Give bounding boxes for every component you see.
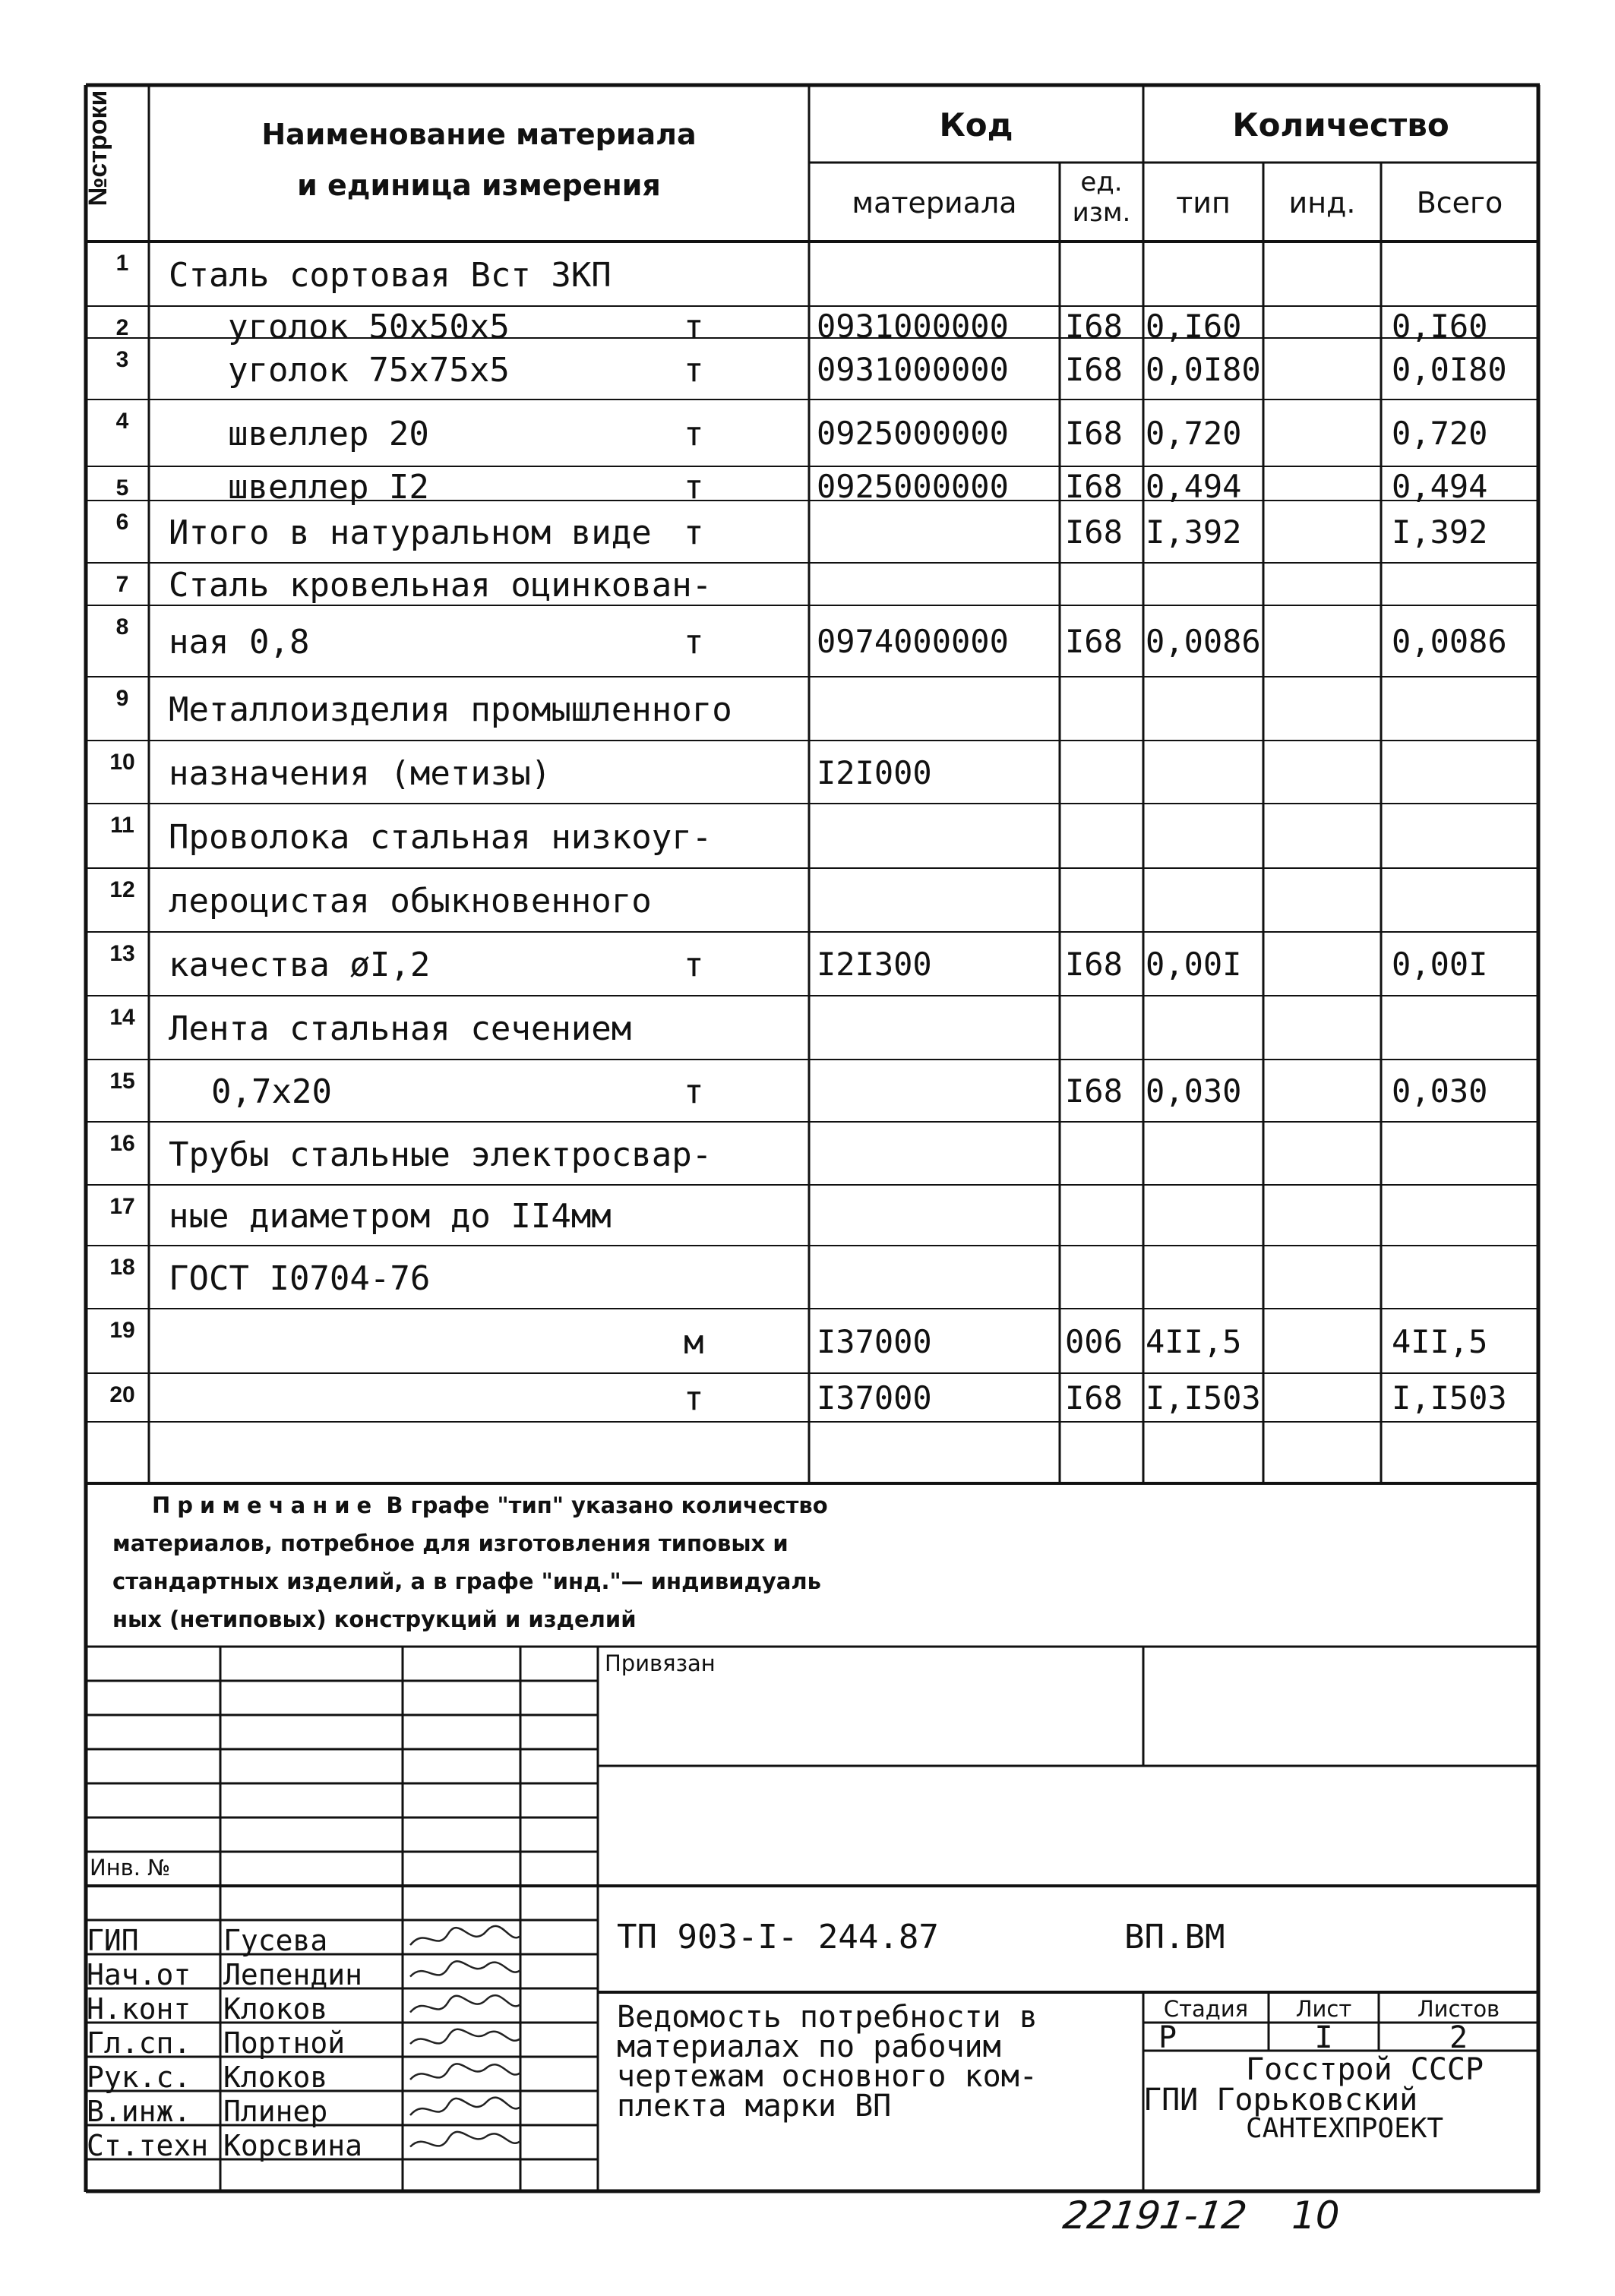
type-quantity: 0,030 [1146,1072,1242,1110]
row-number: 14 [109,1005,135,1030]
material-code: 0974000000 [817,623,1009,660]
total-quantity: 0,0I80 [1392,350,1507,388]
unit-of-measure: т [684,415,704,453]
unit-of-measure: т [684,468,704,507]
name-header-line2: и единица измерения [297,169,661,202]
material-code: 0925000000 [817,415,1009,452]
material-name: 0,7x20 [211,1072,332,1111]
material-code: I2I300 [817,946,932,983]
material-code: I37000 [817,1322,932,1360]
total-quantity: 4II,5 [1392,1322,1488,1360]
row-number: 10 [109,750,135,775]
type-quantity: I,I503 [1146,1379,1261,1416]
row-number: 11 [110,813,134,838]
row-number: 4 [115,409,129,434]
material-name: Сталь сортовая Вст 3КП [169,255,612,295]
document-title-line3: чертежам основного ком- [617,2059,1038,2094]
page-number: 10 [1291,2193,1340,2238]
total-quantity: 0,0086 [1392,623,1507,660]
quantity-header: Количество [1232,106,1449,144]
material-code: 0931000000 [817,350,1009,388]
material-code: I2I000 [817,753,932,791]
row-number: 2 [115,315,129,340]
type-quantity: 0,00I [1146,946,1242,983]
material-name: швеллер 20 [228,415,429,453]
material-code-header: материала [852,186,1017,219]
handwritten-signature [403,2127,524,2159]
staff-role: Ст.техн [87,2129,209,2162]
type-header: тип [1176,186,1231,219]
unit-of-measure: т [684,1072,704,1111]
handwritten-signature [403,1991,524,2023]
unit-code: I68 [1065,350,1123,388]
material-name: ГОСТ I0704-76 [169,1259,431,1298]
handwritten-signature [403,2093,524,2125]
note-line2: материалов, потребное для изготовления типовых и [112,1530,789,1556]
staff-name: Плинер [223,2095,328,2128]
attached-label: Привязан [605,1650,716,1676]
staff-role: В.инж. [87,2095,191,2128]
type-quantity: 0,0I80 [1146,350,1261,388]
unit-of-measure: м [684,1322,704,1362]
material-name: назначения (метизы) [169,753,552,793]
code-header: Код [939,106,1013,144]
unit-of-measure: т [684,308,704,346]
note-line4: ных (нетиповых) конструкций и изделий [112,1606,637,1632]
document-mark: ВП.ВМ [1124,1918,1225,1956]
total-quantity: 0,00I [1392,946,1488,983]
handwritten-signature [403,2025,524,2057]
total-quantity: 0,720 [1392,415,1488,452]
note-line1 [152,1492,828,1518]
unit-code: I68 [1065,1072,1123,1110]
sheets-value: 2 [1449,2020,1468,2055]
sheet-label: Лист [1295,1996,1352,2022]
material-name: швеллер I2 [228,468,429,507]
inventory-number-label: Инв. № [90,1855,171,1881]
row-number-header: №строки [84,90,112,207]
material-name: Трубы стальные электросвар- [169,1135,713,1174]
staff-name: Гусева [223,1924,328,1957]
name-header-line1: Наименование материала [261,118,697,151]
row-number: 12 [109,877,135,902]
staff-name: Корсвина [223,2129,363,2162]
type-quantity: I,392 [1146,513,1242,551]
unit-code: I68 [1065,513,1123,551]
unit-header-line1: ед. [1080,167,1123,197]
material-code: I37000 [817,1379,932,1416]
stage-value: Р [1158,2020,1177,2055]
row-number: 18 [109,1255,135,1280]
handwritten-signature [403,1956,524,1988]
note-title: Примечание [152,1492,379,1518]
row-number: 20 [109,1382,135,1407]
type-quantity: 0,I60 [1146,308,1242,345]
row-number: 13 [109,941,135,966]
unit-code: I68 [1065,308,1123,345]
material-name: уголок 75x75x5 [228,350,510,390]
unit-code: 006 [1065,1322,1123,1360]
total-quantity: 0,494 [1392,468,1488,505]
material-name: Проволока стальная низкоуг- [169,817,713,857]
staff-role: Рук.с. [87,2061,191,2094]
row-number: 17 [109,1194,135,1219]
sheet-value: I [1314,2020,1333,2055]
document-title-line4: плекта марки ВП [617,2089,892,2124]
row-number: 3 [115,347,129,372]
unit-header-line2: изм. [1072,197,1131,228]
staff-role: ГИП [87,1924,139,1957]
material-name: лероцистая обыкновенного [169,882,652,921]
unit-code: I68 [1065,468,1123,505]
note-text: В графе "тип" указано количество [386,1492,828,1518]
total-quantity: I,I503 [1392,1379,1507,1416]
ind-header: инд. [1288,186,1356,219]
material-name: ные диаметром до II4мм [169,1197,612,1236]
unit-code: I68 [1065,623,1123,660]
material-name: Сталь кровельная оцинкован- [169,566,713,605]
organization-line1: Госстрой СССР [1246,2052,1484,2087]
row-number: 8 [115,614,129,640]
total-quantity: 0,030 [1392,1072,1488,1110]
row-number: 6 [115,510,129,535]
material-name: качества øI,2 [169,946,431,984]
row-number: 1 [115,251,129,276]
staff-name: Портной [223,2026,346,2060]
row-number: 16 [109,1131,135,1156]
stage-label: Стадия [1163,1996,1249,2022]
unit-of-measure: т [684,946,704,984]
total-header: Всего [1416,186,1503,219]
sheets-label: Листов [1417,1996,1500,2022]
organization-line2: ГПИ Горьковский [1143,2083,1418,2118]
type-quantity: 4II,5 [1146,1322,1242,1360]
handwritten-signature [403,1922,524,1954]
material-name: Итого в натуральном виде [169,513,652,552]
row-number: 9 [115,686,129,711]
unit-of-measure: т [684,513,704,552]
row-number: 19 [109,1318,135,1343]
staff-role: Нач.от [87,1958,191,1991]
staff-name: Лепендин [223,1958,363,1991]
unit-code: I68 [1065,1379,1123,1416]
unit-of-measure: т [684,623,704,662]
staff-role: Н.конт [87,1992,191,2026]
document-title-line1: Ведомость потребности в [617,2000,1038,2035]
total-quantity: 0,I60 [1392,308,1488,345]
unit-of-measure: т [684,350,704,390]
material-name: ная 0,8 [169,623,310,662]
material-name: уголок 50x50x5 [228,308,510,346]
staff-name: Клоков [223,1992,328,2026]
staff-role: Гл.сп. [87,2026,191,2060]
material-code: 0931000000 [817,308,1009,345]
total-quantity: I,392 [1392,513,1488,551]
handwritten-signature [403,2059,524,2091]
unit-of-measure: т [684,1379,704,1418]
type-quantity: 0,494 [1146,468,1242,505]
type-quantity: 0,720 [1146,415,1242,452]
material-code: 0925000000 [817,468,1009,505]
note-line3: стандартных изделий, а в графе "инд."— индивидуаль [112,1568,821,1594]
unit-code: I68 [1065,946,1123,983]
material-name: Лента стальная сечением [169,1009,632,1048]
row-number: 5 [115,475,129,501]
document-title-line2: материалах по рабочим [617,2029,1001,2064]
row-number: 7 [115,572,129,597]
staff-name: Клоков [223,2061,328,2094]
document-code: ТП 903-I- 244.87 [617,1918,939,1956]
type-quantity: 0,0086 [1146,623,1261,660]
material-name: Металлоизделия промышленного [169,690,732,729]
unit-code: I68 [1065,415,1123,452]
row-number: 15 [109,1069,135,1094]
archive-number: 22191-12 [1060,2193,1250,2238]
organization-line3: САНТЕХПРОЕКТ [1246,2113,1444,2144]
